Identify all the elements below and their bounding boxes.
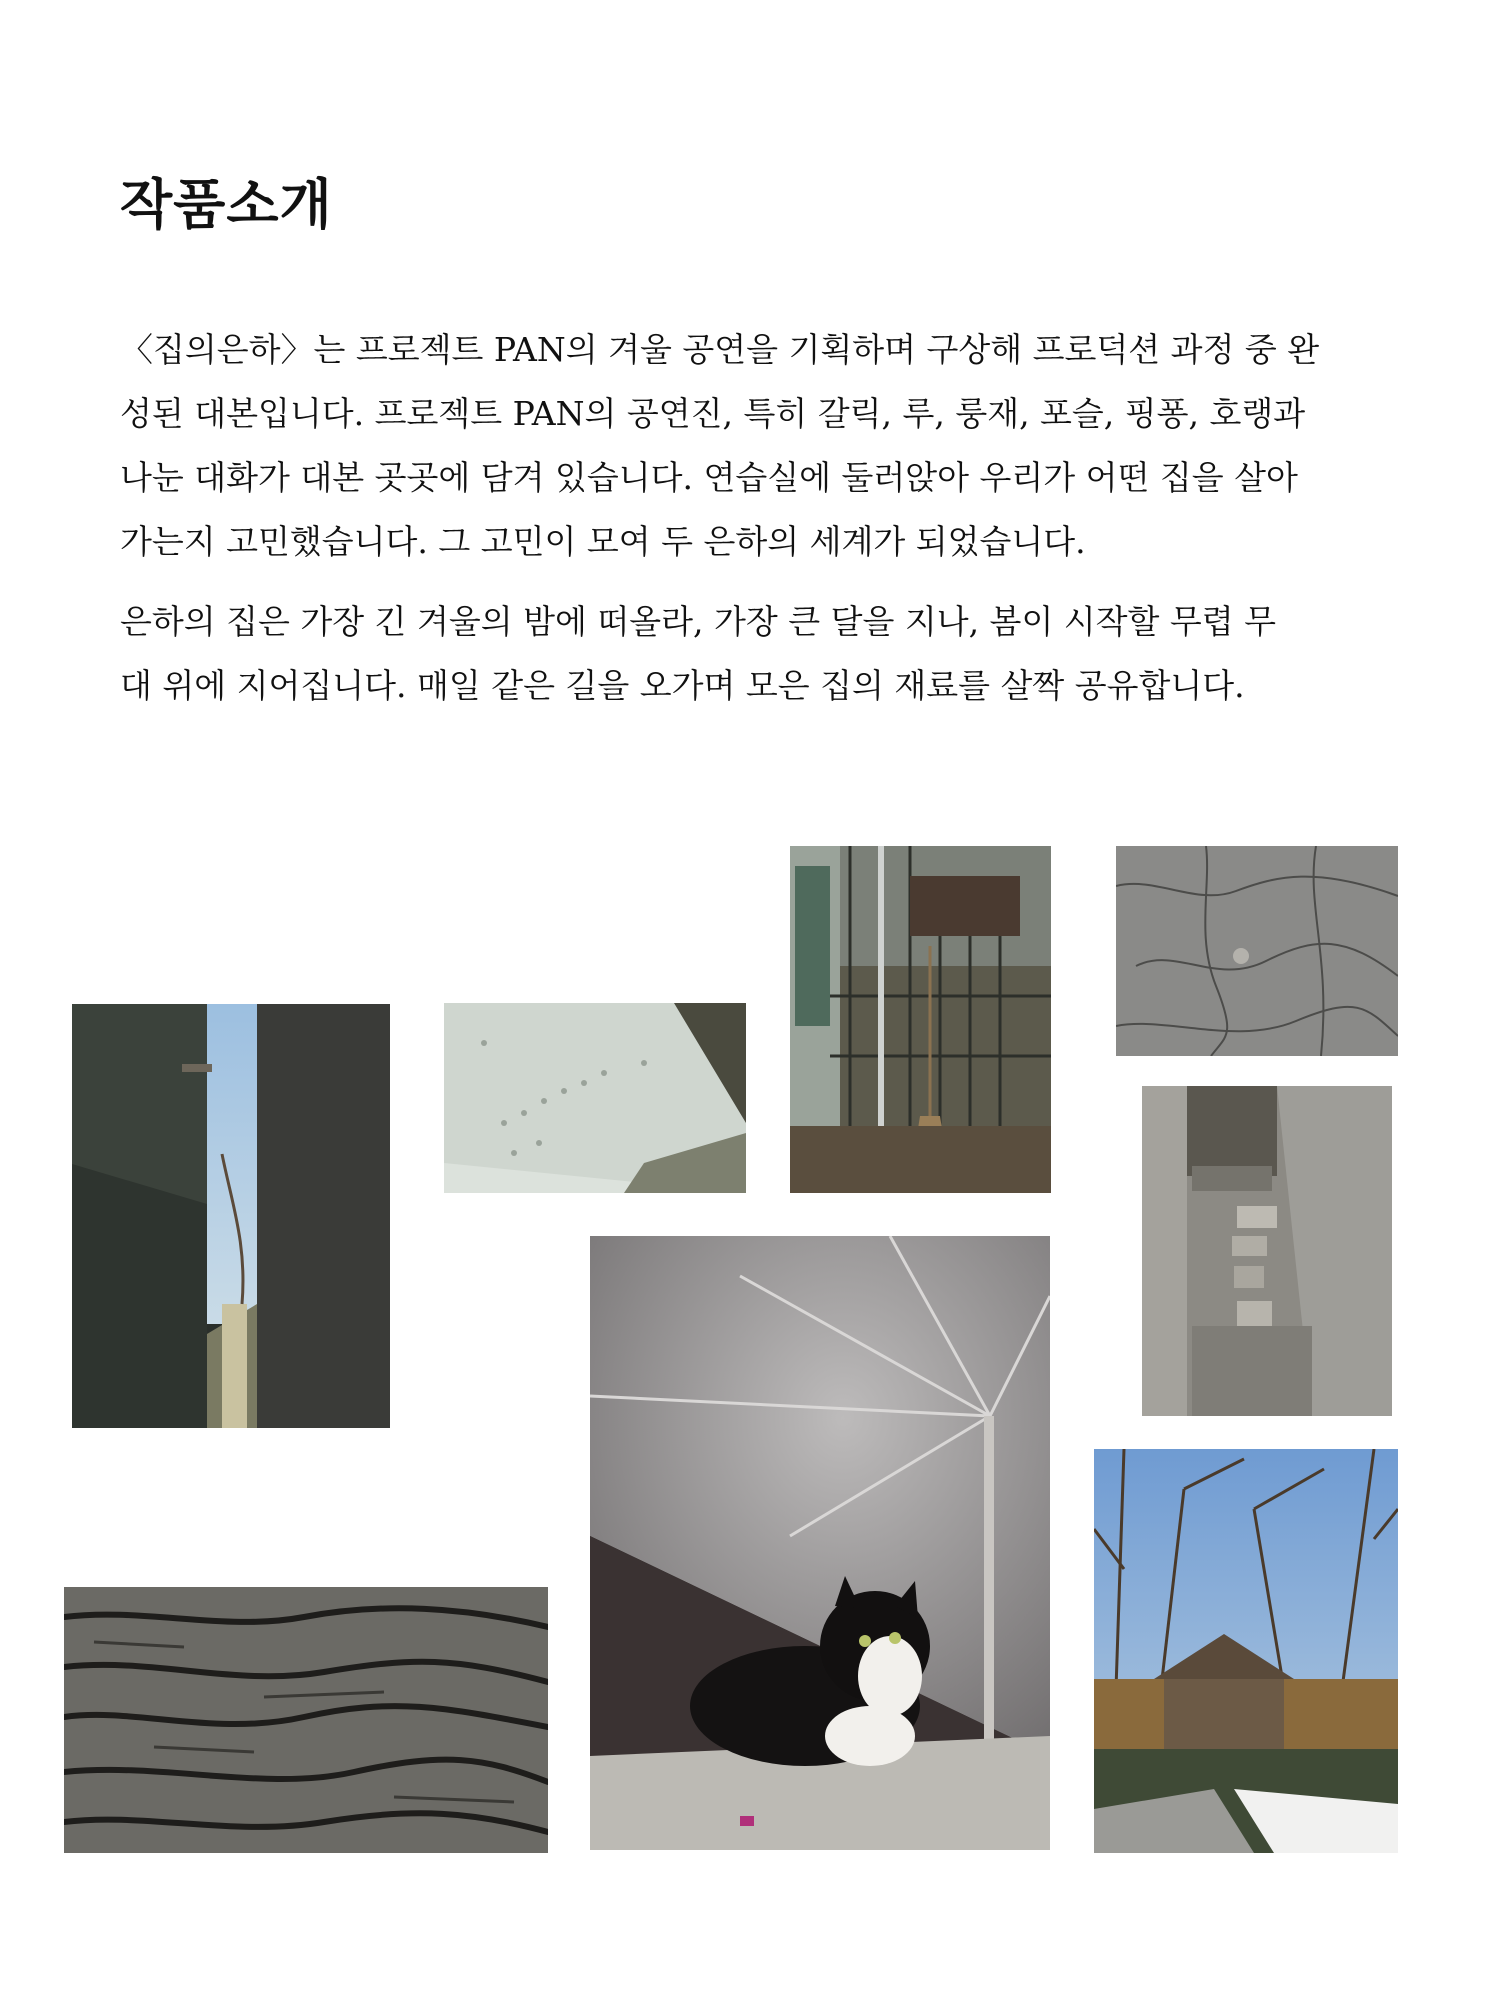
photo-narrow-alley [72,1004,390,1428]
paragraph-1 [120,318,1360,574]
paragraph-1-line: 〈집의은하〉는 프로젝트 PAN의 겨울 공연을 기획하며 구상해 프로덕션 과정 중 완 [120,330,1320,369]
intro-text [120,318,1360,734]
paragraph-1-line: 나눈 대화가 대본 곳곳에 담겨 있습니다. 연습실에 둘러앉아 우리가 어떤 집을 살아 [120,458,1298,497]
photo-fence-broom [790,846,1051,1193]
photo-tree-bark [64,1587,548,1853]
photo-cracked-concrete [1116,846,1398,1056]
paragraph-2-line: 대 위에 지어집니다. 매일 같은 길을 오가며 모은 집의 재료를 살짝 공유합니다. [120,666,1245,705]
photo-concrete-steps [1142,1086,1392,1416]
photo-winter-path [1094,1449,1398,1853]
page-title: 작품소개 [120,172,333,236]
photo-cat-umbrella [590,1236,1050,1850]
paragraph-1-line: 성된 대본입니다. 프로젝트 PAN의 공연진, 특히 갈릭, 루, 룽재, 포슬, 핑퐁, 호랭과 [120,394,1306,433]
paragraph-1-line: 가는지 고민했습니다. 그 고민이 모여 두 은하의 세계가 되었습니다. [120,522,1086,561]
paragraph-2-line: 은하의 집은 가장 긴 겨울의 밤에 떠올라, 가장 큰 달을 지나, 봄이 시작할 무렵 무 [120,602,1277,641]
photo-snow-footprints [444,1003,746,1193]
paragraph-2 [120,590,1360,718]
